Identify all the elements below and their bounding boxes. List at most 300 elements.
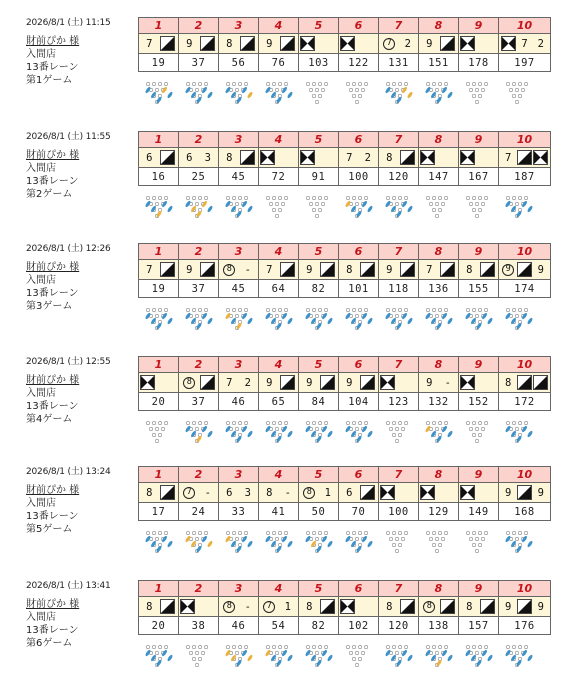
frame-rolls [259,260,299,280]
frame-number: 2 [179,244,219,260]
roll-value: - [204,486,211,499]
frame-score: 147 [419,168,459,186]
split-value: 8 [223,601,235,613]
pin-diagram-icon [142,420,176,448]
frame-rolls [179,483,219,503]
store-name: 入間店 [26,388,56,399]
frame-number: 1 [139,357,179,373]
lane-number: 13番レーン [26,511,79,522]
spare-mark [517,485,532,500]
pin-diagram-icon [262,195,296,223]
player-name-link[interactable]: 財前ぴか 様 [26,599,80,610]
frame-number: 2 [179,581,219,597]
game-number: 第3ゲーム [26,301,73,312]
roll-value: 8 [504,376,512,389]
frame-score: 197 [499,54,551,72]
pin-diagram-icon [142,81,176,109]
frame-number: 7 [379,132,419,148]
roll-value: 8 [386,600,393,613]
roll-value: 7 [346,151,353,164]
player-name-link[interactable]: 財前ぴか 様 [26,485,80,496]
frame-score: 45 [219,280,259,298]
split-mark [302,485,317,500]
pin-diagram-icon [222,307,256,335]
roll-value: 9 [266,37,273,50]
store-name: 入間店 [26,275,56,286]
frame-score: 19 [139,54,179,72]
pin-diagram-icon [342,530,376,558]
pin-diagram-icon [462,307,496,335]
roll-value: 9 [186,37,193,50]
roll-value: - [244,263,251,276]
strike-mark [460,36,475,51]
spare-mark [320,262,335,277]
frame-number: 10 [499,132,551,148]
frame-rolls [379,483,419,503]
frame-rolls [379,260,419,280]
frame-rolls [259,34,299,54]
strike-mark [340,599,355,614]
roll-value: 3 [244,486,251,499]
lane-number: 13番レーン [26,176,79,187]
roll-value: 8 [386,151,393,164]
frame-score: 37 [179,54,219,72]
player-name-link[interactable]: 財前ぴか 様 [26,262,80,273]
frame-rolls [219,373,259,393]
store-name: 入間店 [26,163,56,174]
frame-rolls [339,34,379,54]
roll-value: 8 [266,486,273,499]
frame-score: 65 [259,393,299,411]
roll-value: 9 [266,376,273,389]
frame-number: 8 [419,244,459,260]
game-info [26,580,138,650]
pin-diagram-icon [182,420,216,448]
game-number: 第6ゲーム [26,638,73,649]
pin-diagram-icon [422,420,456,448]
roll-value: 9 [306,263,313,276]
store-name: 入間店 [26,498,56,509]
score-sheet [138,580,551,635]
spare-mark [440,262,455,277]
frame-number: 10 [499,581,551,597]
roll-value: 7 [146,263,153,276]
pin-diagram-icon [182,307,216,335]
frame-score: 151 [419,54,459,72]
roll-value: 9 [426,376,433,389]
roll-value: - [444,376,451,389]
frame-score: 72 [259,168,299,186]
frame-rolls [299,373,339,393]
game-info [26,131,138,201]
frame-score: 174 [499,280,551,298]
frame-score: 38 [179,617,219,635]
frame-score: 82 [299,280,339,298]
roll-value: 7 [504,151,512,164]
roll-value: 9 [537,486,544,499]
split-value: 7 [383,38,395,50]
pin-diagram-icon [382,307,416,335]
frame-rolls [419,260,459,280]
frame-number: 4 [259,132,299,148]
spare-mark [440,36,455,51]
frame-rolls [299,148,339,168]
frame-rolls [379,148,419,168]
frame-score: 103 [299,54,339,72]
pin-diagram-icon [342,420,376,448]
frame-rolls [459,597,499,617]
strike-mark [460,150,475,165]
lane-number: 13番レーン [26,625,79,636]
frame-number: 3 [219,467,259,483]
pin-diagram-icon [422,644,456,672]
score-sheet [138,17,551,72]
spare-mark [240,150,255,165]
frame-number: 2 [179,18,219,34]
pin-diagram-icon [342,307,376,335]
game-number: 第5ゲーム [26,524,73,535]
frame-score: 136 [419,280,459,298]
frame-score: 104 [339,393,379,411]
frame-number: 9 [459,244,499,260]
game-info [26,243,138,313]
game-info [26,17,138,87]
game-number: 第1ゲーム [26,75,73,86]
pin-diagram-icon [262,530,296,558]
pin-diagram-icon [142,307,176,335]
strike-mark [460,375,475,390]
frame-score: 152 [459,393,499,411]
strike-mark [533,150,548,165]
frame-rolls [419,373,459,393]
frame-score: 100 [379,503,419,521]
lane-number: 13番レーン [26,288,79,299]
frame-score: 91 [299,168,339,186]
frame-score: 46 [219,617,259,635]
spare-mark [400,599,415,614]
game-record [0,17,583,129]
split-mark [182,485,197,500]
frame-rolls [259,597,299,617]
spare-mark [533,375,548,390]
roll-value: 9 [504,486,512,499]
frame-rolls [179,148,219,168]
frame-score: 172 [499,393,551,411]
spare-mark [280,262,295,277]
pin-diagram-icon [302,420,336,448]
spare-mark [280,375,295,390]
frame-number: 1 [139,581,179,597]
roll-value: 2 [364,151,371,164]
roll-value: 6 [346,486,353,499]
strike-mark [180,599,195,614]
frame-score: 118 [379,280,419,298]
roll-value: 2 [404,37,411,50]
game-number: 第2ゲーム [26,189,73,200]
frame-number: 6 [339,357,379,373]
pin-diagram-icon [142,644,176,672]
spare-mark [200,375,215,390]
roll-value: 9 [306,376,313,389]
frame-rolls [179,597,219,617]
frame-score: 168 [499,503,551,521]
frame-number: 6 [339,244,379,260]
frame-rolls [339,260,379,280]
frame-number: 1 [139,18,179,34]
spare-mark [320,375,335,390]
frame-score: 16 [139,168,179,186]
split-mark [222,262,237,277]
pin-diagram-icon [342,644,376,672]
frame-rolls [339,597,379,617]
roll-value: 9 [346,376,353,389]
pin-diagram-icon [222,195,256,223]
roll-value: 8 [146,486,153,499]
roll-value: 7 [426,263,433,276]
frame-rolls [459,148,499,168]
spare-mark [280,36,295,51]
frame-score: 45 [219,168,259,186]
frame-score: 120 [379,617,419,635]
frame-number: 3 [219,357,259,373]
frame-number: 9 [459,357,499,373]
pin-diagram-icon [502,530,536,558]
pin-diagram-icon [502,81,536,109]
store-name: 入間店 [26,612,56,623]
pin-diagram-icon [382,195,416,223]
roll-value: 7 [521,37,528,50]
split-value: 7 [263,601,275,613]
split-mark [222,599,237,614]
pin-diagrams [138,420,578,448]
frame-number: 3 [219,581,259,597]
spare-mark [440,599,455,614]
frame-rolls [499,373,551,393]
frame-number: 7 [379,244,419,260]
strike-mark [340,36,355,51]
frame-rolls [139,148,179,168]
frame-number: 3 [219,244,259,260]
frame-score: 155 [459,280,499,298]
split-mark [182,375,197,390]
frame-number: 3 [219,132,259,148]
roll-value: 2 [537,37,544,50]
frame-rolls [419,597,459,617]
roll-value: 6 [146,151,153,164]
game-number: 第4ゲーム [26,414,73,425]
roll-value: 8 [226,151,233,164]
frame-rolls [499,597,551,617]
strike-mark [300,150,315,165]
frame-rolls [379,597,419,617]
frame-rolls [299,483,339,503]
roll-value: 1 [324,486,331,499]
game-record [0,243,583,355]
frame-score: 149 [459,503,499,521]
pin-diagram-icon [422,307,456,335]
pin-diagrams [138,81,578,109]
pin-diagram-icon [382,81,416,109]
frame-number: 6 [339,132,379,148]
pin-diagrams [138,530,578,558]
frame-rolls [499,483,551,503]
frame-score: 122 [339,54,379,72]
frame-score: 46 [219,393,259,411]
pin-diagram-icon [302,307,336,335]
spare-mark [200,36,215,51]
frame-rolls [419,34,459,54]
frame-number: 8 [419,581,459,597]
strike-mark [380,485,395,500]
pin-diagram-icon [422,530,456,558]
frame-rolls [299,34,339,54]
frame-number: 10 [499,18,551,34]
frame-rolls [459,373,499,393]
pin-diagram-icon [462,81,496,109]
pin-diagram-icon [342,81,376,109]
player-name-link[interactable]: 財前ぴか 様 [26,36,80,47]
frame-number: 5 [299,244,339,260]
roll-value: 9 [386,263,393,276]
frame-number: 1 [139,467,179,483]
frame-score: 101 [339,280,379,298]
frame-score: 129 [419,503,459,521]
store-name: 入間店 [26,49,56,60]
frame-score: 56 [219,54,259,72]
pin-diagram-icon [302,644,336,672]
pin-diagram-icon [142,195,176,223]
roll-value: 6 [186,151,193,164]
frame-number: 1 [139,244,179,260]
frame-rolls [499,148,551,168]
frame-rolls [339,373,379,393]
frame-rolls [219,148,259,168]
frame-number: 10 [499,357,551,373]
pin-diagram-icon [182,195,216,223]
frame-score: 187 [499,168,551,186]
frame-number: 8 [419,132,459,148]
roll-value: 9 [186,263,193,276]
pin-diagram-icon [382,644,416,672]
frame-rolls [219,597,259,617]
frame-score: 19 [139,280,179,298]
frame-number: 8 [419,467,459,483]
frame-score: 17 [139,503,179,521]
pin-diagram-icon [462,195,496,223]
game-info [26,356,138,426]
pin-diagram-icon [502,420,536,448]
frame-rolls [139,597,179,617]
frame-score: 157 [459,617,499,635]
player-name-link[interactable]: 財前ぴか 様 [26,375,80,386]
player-name-link[interactable]: 財前ぴか 様 [26,150,80,161]
frame-score: 123 [379,393,419,411]
spare-mark [360,262,375,277]
spare-mark [320,599,335,614]
pin-diagram-icon [302,81,336,109]
spare-mark [160,599,175,614]
roll-value: 8 [466,263,473,276]
game-date: 2026/8/1 (土) 13:41 [26,581,111,591]
frame-number: 4 [259,244,299,260]
frame-number: 4 [259,18,299,34]
pin-diagram-icon [182,530,216,558]
split-value: 7 [183,487,195,499]
strike-mark [260,150,275,165]
roll-value: 7 [226,376,233,389]
frame-rolls [459,34,499,54]
roll-value: 8 [306,600,313,613]
spare-mark [360,485,375,500]
frame-score: 131 [379,54,419,72]
pin-diagram-icon [502,195,536,223]
frame-number: 5 [299,581,339,597]
strike-mark [380,375,395,390]
roll-value: - [244,600,251,613]
frame-number: 8 [419,18,459,34]
spare-mark [200,262,215,277]
frame-number: 10 [499,467,551,483]
game-date: 2026/8/1 (土) 13:24 [26,467,111,477]
pin-diagram-icon [302,195,336,223]
frame-rolls [219,260,259,280]
frame-rolls [419,483,459,503]
pin-diagram-icon [262,420,296,448]
frame-score: 120 [379,168,419,186]
score-sheet [138,131,551,186]
split-mark [501,262,516,277]
frame-rolls [419,148,459,168]
pin-diagrams [138,195,578,223]
frame-number: 7 [379,581,419,597]
frame-rolls [379,373,419,393]
roll-value: 7 [266,263,273,276]
frame-score: 64 [259,280,299,298]
frame-score: 37 [179,393,219,411]
roll-value: - [284,486,291,499]
frame-score: 100 [339,168,379,186]
frame-score: 50 [299,503,339,521]
game-info [26,466,138,536]
frame-rolls [139,483,179,503]
split-value: 8 [183,377,195,389]
frame-number: 7 [379,357,419,373]
pin-diagram-icon [342,195,376,223]
frame-score: 54 [259,617,299,635]
frame-rolls [259,373,299,393]
frame-number: 9 [459,132,499,148]
frame-score: 37 [179,280,219,298]
frame-rolls [339,483,379,503]
frame-score: 70 [339,503,379,521]
frame-rolls [219,34,259,54]
roll-value: 9 [537,600,544,613]
roll-value: 8 [346,263,353,276]
spare-mark [360,375,375,390]
spare-mark [400,262,415,277]
split-value: 8 [303,487,315,499]
strike-mark [300,36,315,51]
frame-score: 41 [259,503,299,521]
frame-rolls [219,483,259,503]
strike-mark [460,485,475,500]
spare-mark [517,599,532,614]
spare-mark [517,150,532,165]
frame-number: 10 [499,244,551,260]
frame-rolls [139,373,179,393]
roll-value: 7 [146,37,153,50]
frame-rolls [139,260,179,280]
